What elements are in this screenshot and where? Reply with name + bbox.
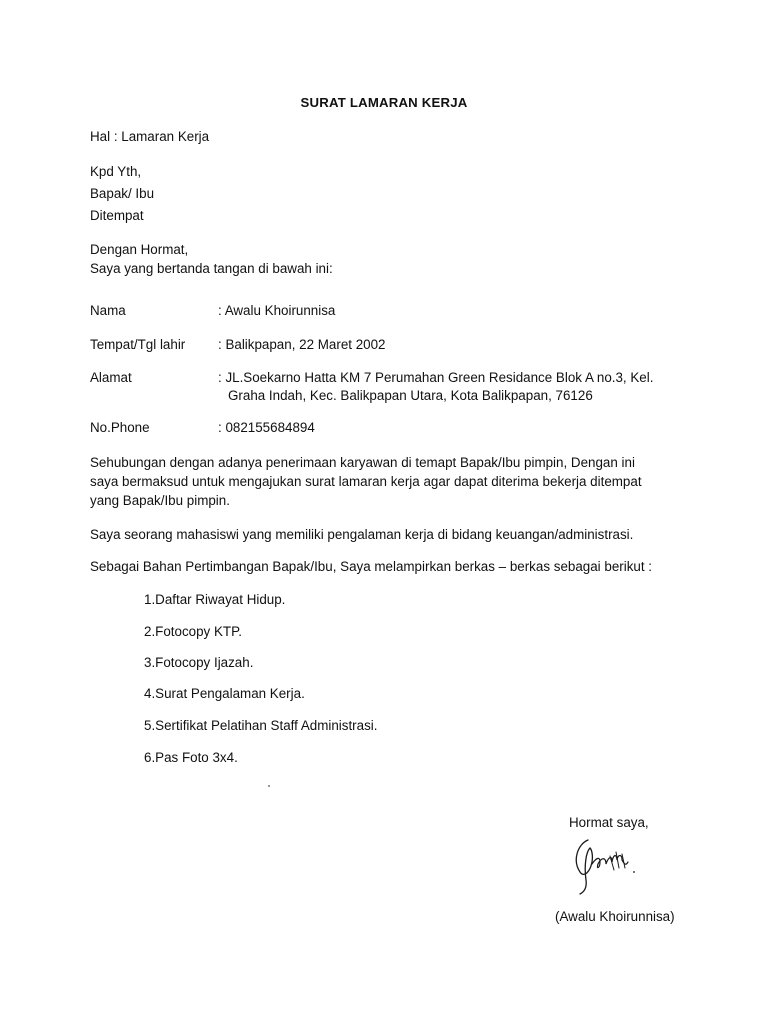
- paragraph-attachments-intro: Sebagai Bahan Pertimbangan Bapak/Ibu, Saya melampirkan berkas – berkas sebagai berikut :: [90, 559, 653, 574]
- address-value-line1: : JL.Soekarno Hatta KM 7 Perumahan Green Residance Blok A no.3, Kel.: [218, 370, 654, 385]
- recipient-line: Ditempat: [90, 208, 144, 223]
- name-value: : Awalu Khoirunnisa: [218, 303, 336, 318]
- intro-text: Saya yang bertanda tangan di bawah ini:: [90, 261, 333, 276]
- attachment-item: 4.Surat Pengalaman Kerja.: [144, 686, 305, 701]
- stray-dot: [268, 785, 270, 787]
- attachment-item: 2.Fotocopy KTP.: [144, 624, 243, 639]
- birth-value: : Balikpapan, 22 Maret 2002: [218, 337, 386, 352]
- attachment-item: 6.Pas Foto 3x4.: [144, 750, 238, 765]
- name-label: Nama: [90, 303, 126, 318]
- paragraph-line: saya bermaksud untuk mengajukan surat lamaran kerja agar dapat diterima bekerja ditempat: [90, 474, 642, 489]
- signer-name: (Awalu Khoirunnisa): [555, 909, 675, 924]
- birth-label: Tempat/Tgl lahir: [90, 337, 186, 352]
- paragraph-line: Sehubungan dengan adanya penerimaan karyawan di temapt Bapak/Ibu pimpin, Dengan ini: [90, 455, 635, 470]
- letter-subject: Hal : Lamaran Kerja: [90, 129, 210, 144]
- attachment-item: 3.Fotocopy Ijazah.: [144, 655, 254, 670]
- letter-title: SURAT LAMARAN KERJA: [300, 95, 468, 110]
- address-label: Alamat: [90, 370, 132, 385]
- recipient-line: Bapak/ Ibu: [90, 186, 155, 201]
- signature-image: [570, 836, 650, 896]
- attachment-item: 1.Daftar Riwayat Hidup.: [144, 592, 286, 607]
- attachment-item: 5.Sertifikat Pelatihan Staff Administrasi.: [144, 718, 378, 733]
- phone-value: : 082155684894: [218, 420, 315, 435]
- paragraph-experience: Saya seorang mahasiswi yang memiliki pengalaman kerja di bidang keuangan/administrasi.: [90, 527, 634, 542]
- greeting: Dengan Hormat,: [90, 242, 189, 257]
- recipient-line: Kpd Yth,: [90, 164, 142, 179]
- phone-label: No.Phone: [90, 420, 150, 435]
- address-value-line2: Graha Indah, Kec. Balikpapan Utara, Kota Balikpapan, 76126: [228, 388, 593, 403]
- paragraph-line: yang Bapak/Ibu pimpin.: [90, 493, 230, 508]
- closing-text: Hormat saya,: [569, 815, 649, 830]
